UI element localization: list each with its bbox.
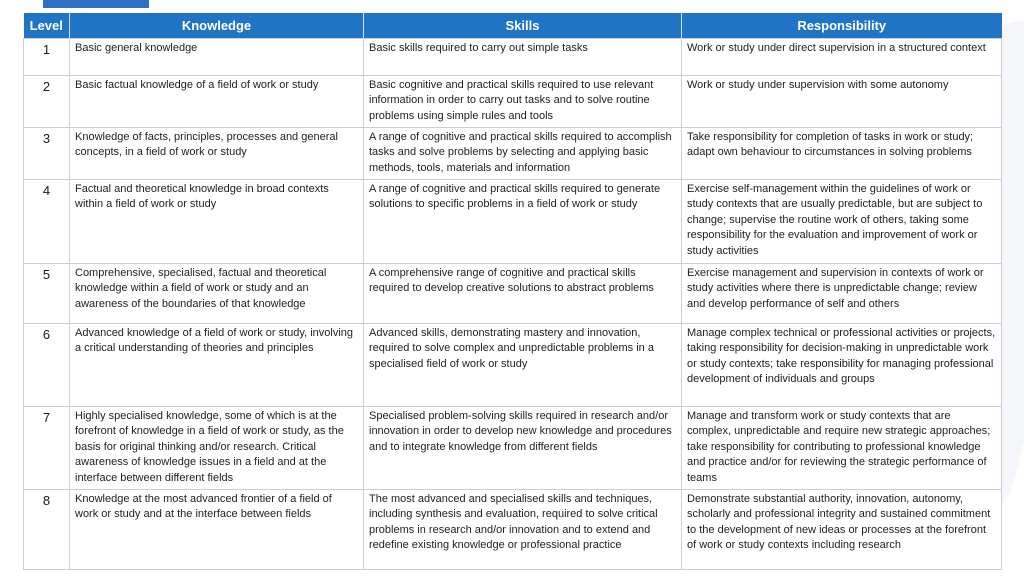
responsibility-cell: Manage complex technical or professional activities or projects, taking responsibility for decision-making in unpredictable work or study contexts; take responsibility for managing professional development of individuals and groups [682,324,1002,407]
level-cell: 1 [24,39,70,76]
knowledge-cell: Highly specialised knowledge, some of which is at the forefront of knowledge in a field of work or study, as the basis for original thinking and/or research. Critical awareness of knowledge issues in a field and at the interface between different fields [70,407,364,490]
table-row [24,76,1002,128]
level-cell: 2 [24,76,70,128]
table-row [24,39,1002,76]
knowledge-cell: Basic factual knowledge of a field of work or study [70,76,364,128]
level-cell: 7 [24,407,70,490]
knowledge-cell: Knowledge at the most advanced frontier of a field of work or study and at the interface between fields [70,490,364,570]
table-row [24,407,1002,490]
knowledge-cell: Basic general knowledge [70,39,364,76]
skills-cell: A range of cognitive and practical skills required to accomplish tasks and solve problems by selecting and applying basic methods, tools, materials and information [364,128,682,180]
responsibility-cell: Manage and transform work or study contexts that are complex, unpredictable and require new strategic approaches; take responsibility for contributing to professional knowledge and practice and/or for reviewing the strategic performance of teams [682,407,1002,490]
skills-cell: Basic skills required to carry out simple tasks [364,39,682,76]
table-row [24,324,1002,407]
knowledge-cell: Comprehensive, specialised, factual and theoretical knowledge within a field of work or study and an awareness of the boundaries of that knowledge [70,264,364,324]
responsibility-cell: Work or study under direct supervision in a structured context [682,39,1002,76]
skills-cell: A comprehensive range of cognitive and practical skills required to develop creative solutions to abstract problems [364,264,682,324]
level-cell: 6 [24,324,70,407]
table-row [24,180,1002,264]
responsibility-cell: Exercise self-management within the guidelines of work or study contexts that are usually predictable, but are subject to change; supervise the routine work of others, taking some responsibility for the evaluation and improvement of work or study activities [682,180,1002,264]
skills-cell: The most advanced and specialised skills and techniques, including synthesis and evaluation, required to solve critical problems in research and/or innovation and to extend and redefine existing knowledge or professional practice [364,490,682,570]
knowledge-cell: Factual and theoretical knowledge in broad contexts within a field of work or study [70,180,364,264]
knowledge-cell: Advanced knowledge of a field of work or study, involving a critical understanding of theories and principles [70,324,364,407]
responsibility-cell: Take responsibility for completion of tasks in work or study; adapt own behaviour to circumstances in solving problems [682,128,1002,180]
skills-cell: Advanced skills, demonstrating mastery and innovation, required to solve complex and unpredictable problems in a specialised field of work or study [364,324,682,407]
header-accent-bar [43,0,149,8]
header-skills: Skills [364,13,682,39]
header-row [24,13,1002,39]
level-cell: 3 [24,128,70,180]
header-knowledge: Knowledge [70,13,364,39]
knowledge-cell: Knowledge of facts, principles, processes and general concepts, in a field of work or study [70,128,364,180]
level-cell: 8 [24,490,70,570]
skills-cell: Basic cognitive and practical skills required to use relevant information in order to carry out tasks and to solve routine problems using simple rules and tools [364,76,682,128]
header-level: Level [24,13,70,39]
skills-cell: Specialised problem-solving skills required in research and/or innovation in order to develop new knowledge and procedures and to integrate knowledge from different fields [364,407,682,490]
skills-cell: A range of cognitive and practical skills required to generate solutions to specific problems in a field of work or study [364,180,682,264]
qualifications-table [23,13,1002,570]
table-row [24,490,1002,570]
table-row [24,128,1002,180]
header-responsibility: Responsibility [682,13,1002,39]
responsibility-cell: Exercise management and supervision in contexts of work or study activities where there is unpredictable change; review and develop performance of self and others [682,264,1002,324]
level-cell: 5 [24,264,70,324]
responsibility-cell: Demonstrate substantial authority, innovation, autonomy, scholarly and professional integrity and sustained commitment to the development of new ideas or processes at the forefront of work or study contexts including research [682,490,1002,570]
table-row [24,264,1002,324]
responsibility-cell: Work or study under supervision with some autonomy [682,76,1002,128]
level-cell: 4 [24,180,70,264]
